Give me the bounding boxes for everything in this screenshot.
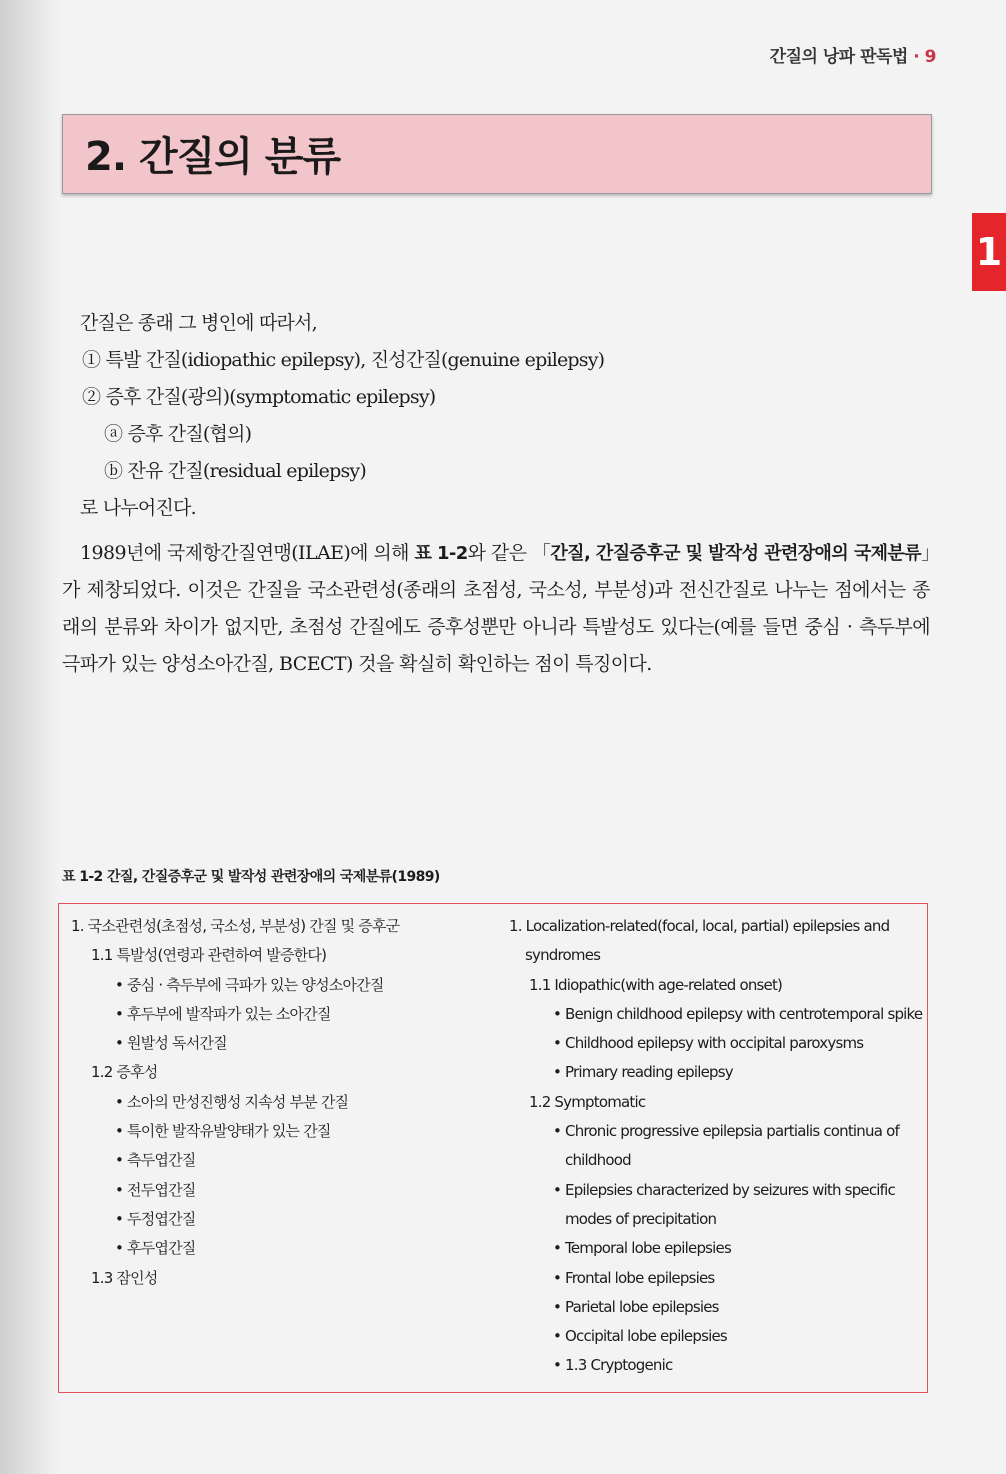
table-left-entry: • 후두부에 발작파가 있는 소아간질 [115, 1004, 331, 1023]
table-left-entry: • 원발성 독서간질 [115, 1034, 227, 1053]
table-right-entry: • Benign childhood epilepsy with centrotemporal spike [553, 1004, 923, 1023]
body-paragraph [62, 535, 930, 683]
intro-line: ② 증후 간질(광의)(symptomatic epilepsy) [82, 386, 436, 408]
table-right-entry: syndromes [525, 946, 601, 965]
table-caption: 표 1-2 간질, 간질증후군 및 발작성 관련장애의 국제분류(1989) [62, 869, 440, 885]
table-left-entry: • 소아의 만성진행성 지속성 부분 간질 [115, 1092, 349, 1111]
para-text: 와 같은 「 [467, 542, 551, 564]
table-left-entry: • 두정엽간질 [115, 1209, 196, 1228]
intro-line: ① 특발 간질(idiopathic epilepsy), 진성간질(genuine epilepsy) [82, 349, 605, 371]
section-title-bar [62, 114, 932, 194]
table-left-entry: 1.3 잠인성 [91, 1268, 158, 1287]
table-right-entry: 1.1 Idiopathic(with age-related onset) [529, 975, 783, 994]
classification-table [58, 903, 928, 1393]
para-text: 」가 제창되었다. 이것은 간질을 국소관련성(종래의 초점성, 국소성, 부분성)과 전신간질로 나누는 점에서는 종래의 분류와 차이가 없지만, 초점성 간질에도 증후성뿐만 아니라 특발성도 있다는(예를 들면 중심 · 측두부에 극파가 있는 양성소아간질, BCECT) 것을 확실히 확인하는 점이 특징이다. [62, 542, 930, 675]
para-text: 1989년에 국제항간질연맹(ILAE)에 의해 [80, 542, 415, 564]
page-number: · 9 [913, 47, 936, 67]
table-right-entry: • 1.3 Cryptogenic [553, 1356, 673, 1375]
running-header [770, 42, 936, 67]
classification-name: 간질, 간질증후군 및 발작성 관련장애의 국제분류 [550, 543, 922, 564]
table-right-entry: • Temporal lobe epilepsies [553, 1239, 731, 1258]
table-right-entry: 1.2 Symptomatic [529, 1092, 646, 1111]
table-right-entry: • Chronic progressive epilepsia partialis continua of [553, 1122, 899, 1141]
table-left-entry: • 전두엽간질 [115, 1180, 196, 1199]
table-right-entry: • Parietal lobe epilepsies [553, 1297, 719, 1316]
section-title: 2. 간질의 분류 [85, 134, 341, 180]
chapter-tab: 1 [972, 213, 1006, 291]
intro-list [80, 305, 940, 527]
table-left-entry: 1.1 특발성(연령과 관련하여 발증한다) [91, 946, 327, 965]
table-column-english [509, 912, 921, 1381]
table-right-entry: 1. Localization-related(focal, local, partial) epilepsies and [509, 917, 890, 935]
table-right-entry: • Occipital lobe epilepsies [553, 1327, 727, 1346]
intro-line: ⓐ 증후 간질(협의) [104, 423, 252, 445]
table-right-entry: childhood [565, 1151, 631, 1170]
table-left-entry: 1. 국소관련성(초점성, 국소성, 부분성) 간질 및 증후군 [71, 917, 400, 935]
running-title: 간질의 낭파 판독법 [769, 47, 914, 67]
table-right-entry: • Childhood epilepsy with occipital paroxysms [553, 1034, 864, 1053]
page-binding-shadow [0, 0, 60, 1474]
table-column-korean [71, 912, 501, 1293]
table-left-entry: • 측두엽간질 [115, 1151, 196, 1170]
table-left-entry: • 중심 · 측두부에 극파가 있는 양성소아간질 [115, 975, 384, 994]
table-left-entry: • 후두엽간질 [115, 1239, 196, 1258]
table-right-entry: • Frontal lobe epilepsies [553, 1268, 715, 1287]
table-right-entry: • Primary reading epilepsy [553, 1063, 733, 1082]
intro-line: ⓑ 잔유 간질(residual epilepsy) [104, 460, 366, 482]
intro-line: 로 나누어진다. [80, 497, 196, 519]
table-left-entry: 1.2 증후성 [91, 1063, 158, 1082]
table-right-entry: • Epilepsies characterized by seizures with specific [553, 1180, 895, 1199]
intro-line: 간질은 종래 그 병인에 따라서, [80, 312, 317, 334]
table-right-entry: modes of precipitation [565, 1209, 717, 1228]
table-reference: 표 1-2 [414, 543, 468, 564]
table-left-entry: • 특이한 발작유발양태가 있는 간질 [115, 1122, 331, 1141]
